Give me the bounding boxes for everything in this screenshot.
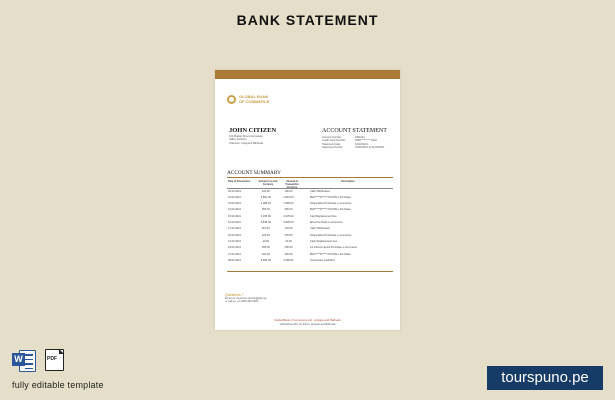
table-cell: eShop Epsol Purchase e-commerce — [309, 233, 352, 237]
table-cell: 02.02.2021 — [228, 189, 241, 193]
address-line: Unknown, Antigua & Barbuda — [229, 141, 263, 145]
table-cell: 6,845.00 — [260, 221, 271, 225]
table-cell: Epos Purchase e-commerce — [309, 221, 343, 225]
table-cell: 03.02.2021 — [228, 202, 241, 206]
brand-badge[interactable]: tourspuno.pe — [487, 366, 603, 390]
account-number-label: Account Number: — [322, 136, 343, 139]
questions-email: Email us: customer.service@gbc.ag — [225, 297, 267, 300]
page-title: BANK STATEMENT — [236, 12, 379, 28]
table-cell: 6,845.00 — [283, 221, 294, 225]
table-cell: 27.02.2021 — [228, 252, 241, 256]
table-cell: 6,685.00 — [260, 258, 271, 262]
table-cell: 17.02.2021 — [228, 227, 241, 231]
card-number-value: 4584 **** **** 8120 — [355, 139, 377, 143]
account-details — [322, 136, 385, 149]
document-header-bar — [215, 70, 400, 79]
table-cell: 255.00 — [261, 246, 270, 250]
statement-date-value: 01/03/2021 — [355, 142, 368, 146]
table-cell: 6,685.00 — [283, 258, 294, 262]
table-row — [227, 258, 393, 264]
table-cell: BGF*****D****? PAYPALL Purchase — [309, 208, 351, 212]
table-cell: 16.02.2021 — [228, 221, 241, 225]
table-cell: 2,035.00 — [283, 214, 294, 218]
table-cell: 10.00 — [262, 239, 270, 243]
summary-divider — [227, 177, 393, 178]
table-cell: 100.00 — [261, 189, 270, 193]
bank-logo — [227, 95, 279, 104]
table-cell: 356.00 — [261, 208, 270, 212]
table-cell: 15.02.2021 — [228, 214, 241, 218]
table-cell: 320.00 — [261, 252, 270, 256]
format-icons — [12, 349, 64, 371]
footer-address: Old Parham Rd, St John's, Antigua and Barbuda — [279, 322, 336, 326]
editable-caption: fully editable template — [12, 380, 104, 390]
table-cell: Cash Withdrawal — [309, 227, 330, 231]
bank-logo-line2: OF COMMERCE — [239, 98, 270, 104]
table-cell: 255.00 — [284, 246, 293, 250]
table-cell: Cash Replacement Fee — [309, 239, 338, 243]
account-statement-title: ACCOUNT STATEMENT — [322, 128, 387, 134]
table-header — [227, 180, 393, 188]
table-body — [227, 189, 393, 265]
table-cell: Cash Withdrawal — [309, 189, 330, 193]
document-footer — [215, 319, 400, 326]
questions-title: Questions ? — [225, 293, 244, 297]
statement-document — [215, 70, 400, 330]
bank-logo-line1: GLOBAL BANK — [239, 94, 269, 99]
table-cell: 100.00 — [284, 189, 293, 193]
table-cell: 20.02.2021 — [228, 233, 241, 237]
customer-address — [229, 135, 263, 145]
table-cell: 110.00 — [284, 227, 293, 231]
transactions-table — [227, 180, 393, 264]
statement-date-label: Statement Date: — [322, 142, 341, 146]
table-cell: 10.00 — [285, 239, 292, 243]
questions-phone: or call us: +1 (268) 460-0000 — [225, 300, 259, 304]
column-header: Description — [341, 180, 355, 183]
customer-name: JOHN CITIZEN — [229, 127, 277, 134]
table-cell: 03.02.2021 — [228, 195, 241, 199]
table-end-divider — [227, 271, 393, 272]
statement-period-label: Statement Period: — [322, 145, 343, 149]
column-header: Amount in Transaction Currency — [285, 180, 299, 189]
word-icon — [12, 349, 36, 371]
pdf-icon — [45, 349, 64, 371]
questions-block — [225, 293, 266, 304]
table-cell: Card Replacement Fee — [309, 214, 337, 218]
table-cell: 1,085.00 — [260, 202, 271, 206]
address-line: 123 Market Street Ave Estate — [229, 135, 263, 138]
table-cell: 110.00 — [261, 227, 270, 231]
column-header: Amount in Local Currency — [258, 180, 278, 186]
table-cell: 2,891.00 — [283, 195, 294, 199]
bank-logo-icon — [227, 95, 236, 104]
table-cell: 1,085.00 — [283, 202, 294, 206]
table-cell: BGF*****D****? PAYPALL Purchase — [309, 195, 351, 199]
card-number-label: Credit Card Number: — [322, 139, 346, 143]
table-cell: 425.00 — [284, 233, 293, 237]
address-line: Valley Sections — [229, 138, 247, 142]
table-cell: 21.02.2021 — [228, 239, 241, 243]
account-summary-title: ACCOUNT SUMMARY — [227, 170, 281, 176]
table-cell: 28.02.2021 — [228, 258, 241, 262]
statement-period-value: 01/02/2021 to 01/03/2021 — [355, 145, 385, 149]
table-cell: 24.02.2021 — [228, 246, 241, 250]
table-cell: 12.02.2021 — [228, 208, 241, 212]
table-cell: 2,035.00 — [260, 214, 271, 218]
column-header: Date of Transaction — [228, 180, 251, 183]
pdf-icon-label: PDF — [47, 356, 57, 362]
table-cell: 425.00 — [261, 233, 270, 237]
table-cell: Transaction Cashflow — [309, 258, 335, 262]
account-number-value: GB1234 — [355, 136, 365, 139]
footer-bank-name: Global Bank of Commerce Ltd - Antigua and Barbuda — [274, 318, 341, 322]
table-cell: 320.00 — [284, 252, 293, 256]
table-cell: 356.00 — [284, 208, 293, 212]
word-icon-letter: W — [12, 353, 25, 366]
table-cell: A1 Infocom Epsol Purchase e-commerce — [309, 246, 357, 250]
table-cell: 2,891.00 — [260, 195, 271, 199]
table-cell: BGF*****D****? PAYPALL Purchase — [309, 252, 351, 256]
table-cell: eShop Epsol Purchase e-commerce — [309, 202, 352, 206]
